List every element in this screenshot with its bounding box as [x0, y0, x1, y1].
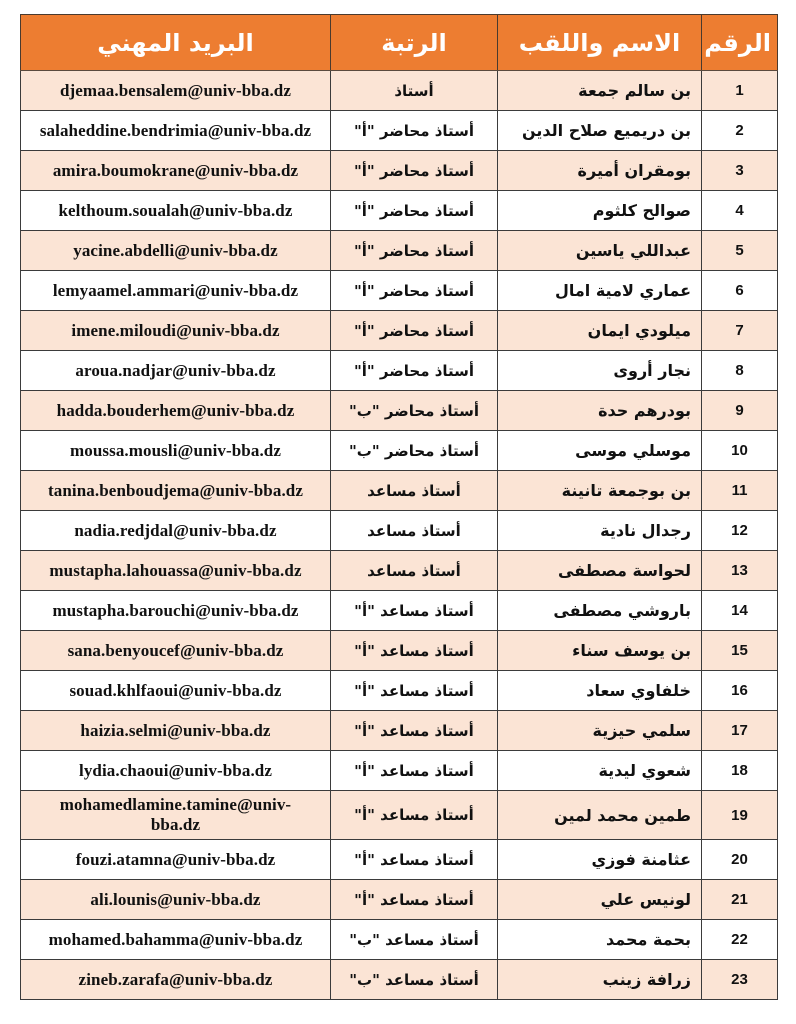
row-rank: أستاذ محاضر "ب" [331, 431, 498, 471]
header-rank: الرتبة [331, 15, 498, 71]
row-number: 21 [702, 880, 778, 920]
row-email: ali.lounis@univ-bba.dz [21, 880, 331, 920]
row-name: رجدال نادية [498, 511, 702, 551]
row-rank: أستاذ مساعد "أ" [331, 751, 498, 791]
row-number: 2 [702, 111, 778, 151]
row-email-line: mohamedlamine.tamine@univ- [59, 795, 292, 814]
row-name: لونيس علي [498, 880, 702, 920]
row-name: بن دريميع صلاح الدين [498, 111, 702, 151]
row-name: بن يوسف سناء [498, 631, 702, 671]
row-email: mohamed.bahamma@univ-bba.dz [21, 920, 331, 960]
table-row [21, 711, 778, 751]
table-row [21, 111, 778, 151]
table-row [21, 191, 778, 231]
row-number: 6 [702, 271, 778, 311]
row-number: 3 [702, 151, 778, 191]
table-row [21, 791, 778, 840]
header-name: الاسم واللقب [498, 15, 702, 71]
table-row [21, 671, 778, 711]
table-body [21, 71, 778, 1000]
row-number: 12 [702, 511, 778, 551]
row-number: 11 [702, 471, 778, 511]
table-header [21, 15, 778, 71]
row-rank: أستاذ مساعد "أ" [331, 840, 498, 880]
table-row [21, 151, 778, 191]
row-email: mustapha.lahouassa@univ-bba.dz [21, 551, 331, 591]
row-name: نجار أروى [498, 351, 702, 391]
row-rank: أستاذ مساعد "أ" [331, 791, 498, 840]
row-number: 20 [702, 840, 778, 880]
row-number: 10 [702, 431, 778, 471]
row-name: طمين محمد لمين [498, 791, 702, 840]
header-row [21, 15, 778, 71]
table-row [21, 840, 778, 880]
row-number: 5 [702, 231, 778, 271]
row-number: 15 [702, 631, 778, 671]
table-row [21, 551, 778, 591]
table-row [21, 271, 778, 311]
row-rank: أستاذ مساعد "أ" [331, 591, 498, 631]
row-rank: أستاذ محاضر "أ" [331, 191, 498, 231]
row-rank: أستاذ محاضر "أ" [331, 351, 498, 391]
row-rank: أستاذ مساعد [331, 511, 498, 551]
row-email: zineb.zarafa@univ-bba.dz [21, 960, 331, 1000]
row-number: 1 [702, 71, 778, 111]
row-email: hadda.bouderhem@univ-bba.dz [21, 391, 331, 431]
row-number: 19 [702, 791, 778, 840]
row-email: lydia.chaoui@univ-bba.dz [21, 751, 331, 791]
table-row [21, 751, 778, 791]
row-number: 23 [702, 960, 778, 1000]
row-email: imene.miloudi@univ-bba.dz [21, 311, 331, 351]
row-number: 18 [702, 751, 778, 791]
row-rank: أستاذ مساعد "أ" [331, 671, 498, 711]
row-name: بومقران أميرة [498, 151, 702, 191]
row-name: عماري لامية امال [498, 271, 702, 311]
table-row [21, 431, 778, 471]
row-rank: أستاذ مساعد "ب" [331, 920, 498, 960]
staff-email-table [20, 14, 778, 1000]
row-email: yacine.abdelli@univ-bba.dz [21, 231, 331, 271]
row-email: salaheddine.bendrimia@univ-bba.dz [21, 111, 331, 151]
row-rank: أستاذ مساعد "أ" [331, 880, 498, 920]
table-row [21, 351, 778, 391]
row-email: amira.boumokrane@univ-bba.dz [21, 151, 331, 191]
table-row [21, 391, 778, 431]
row-rank: أستاذ مساعد "ب" [331, 960, 498, 1000]
row-rank: أستاذ محاضر "ب" [331, 391, 498, 431]
row-email: djemaa.bensalem@univ-bba.dz [21, 71, 331, 111]
table-row [21, 880, 778, 920]
row-email: tanina.benboudjema@univ-bba.dz [21, 471, 331, 511]
table-row [21, 511, 778, 551]
row-email: mustapha.barouchi@univ-bba.dz [21, 591, 331, 631]
row-email: fouzi.atamna@univ-bba.dz [21, 840, 331, 880]
row-name: بن بوجمعة تانينة [498, 471, 702, 511]
table-row [21, 71, 778, 111]
row-email: nadia.redjdal@univ-bba.dz [21, 511, 331, 551]
row-number: 16 [702, 671, 778, 711]
row-number: 4 [702, 191, 778, 231]
row-number: 7 [702, 311, 778, 351]
table-row [21, 231, 778, 271]
row-number: 13 [702, 551, 778, 591]
table-row [21, 631, 778, 671]
row-rank: أستاذ مساعد [331, 551, 498, 591]
row-name: سلمي حيزية [498, 711, 702, 751]
row-rank: أستاذ [331, 71, 498, 111]
row-rank: أستاذ محاضر "أ" [331, 311, 498, 351]
row-number: 9 [702, 391, 778, 431]
row-email: aroua.nadjar@univ-bba.dz [21, 351, 331, 391]
row-number: 17 [702, 711, 778, 751]
row-name: بودرهم حدة [498, 391, 702, 431]
row-rank: أستاذ محاضر "أ" [331, 151, 498, 191]
header-number: الرقم [702, 15, 778, 71]
row-name: موسلي موسى [498, 431, 702, 471]
row-email: souad.khlfaoui@univ-bba.dz [21, 671, 331, 711]
row-rank: أستاذ محاضر "أ" [331, 271, 498, 311]
row-email: kelthoum.soualah@univ-bba.dz [21, 191, 331, 231]
row-name: بحمة محمد [498, 920, 702, 960]
row-name: زرافة زينب [498, 960, 702, 1000]
row-name: لحواسة مصطفى [498, 551, 702, 591]
row-rank: أستاذ محاضر "أ" [331, 111, 498, 151]
table-row [21, 920, 778, 960]
row-number: 14 [702, 591, 778, 631]
row-name: خلفاوي سعاد [498, 671, 702, 711]
row-number: 22 [702, 920, 778, 960]
row-email: sana.benyoucef@univ-bba.dz [21, 631, 331, 671]
row-name: ميلودي ايمان [498, 311, 702, 351]
row-email: lemyaamel.ammari@univ-bba.dz [21, 271, 331, 311]
row-rank: أستاذ محاضر "أ" [331, 231, 498, 271]
table-row [21, 591, 778, 631]
header-email: البريد المهني [21, 15, 331, 71]
table-row [21, 960, 778, 1000]
row-name: عثامنة فوزي [498, 840, 702, 880]
row-email [21, 791, 331, 840]
row-name: شعوي ليدية [498, 751, 702, 791]
row-name: باروشي مصطفى [498, 591, 702, 631]
row-email-line: bba.dz [150, 815, 201, 834]
table-row [21, 471, 778, 511]
row-email: moussa.mousli@univ-bba.dz [21, 431, 331, 471]
row-rank: أستاذ مساعد "أ" [331, 711, 498, 751]
row-rank: أستاذ مساعد "أ" [331, 631, 498, 671]
row-email: haizia.selmi@univ-bba.dz [21, 711, 331, 751]
row-rank: أستاذ مساعد [331, 471, 498, 511]
row-number: 8 [702, 351, 778, 391]
row-name: صوالح كلثوم [498, 191, 702, 231]
table-row [21, 311, 778, 351]
row-name: بن سالم جمعة [498, 71, 702, 111]
row-name: عبداللي ياسين [498, 231, 702, 271]
